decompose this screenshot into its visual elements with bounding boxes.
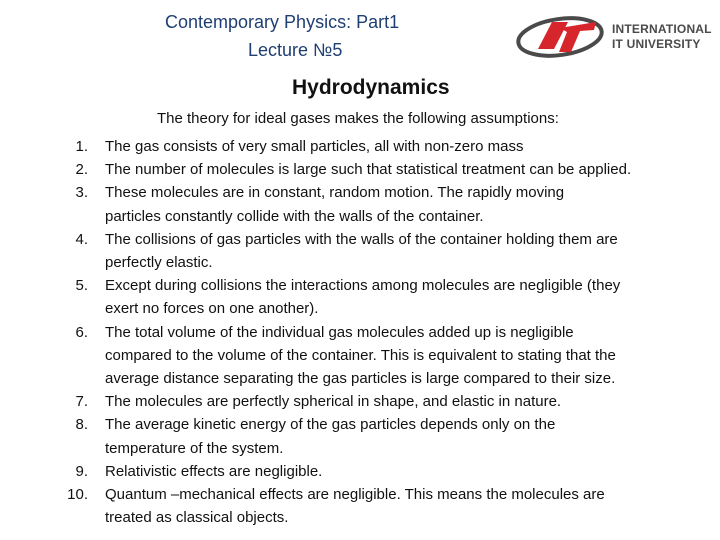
list-item	[0, 158, 720, 181]
intro-text: The theory for ideal gases makes the following assumptions:	[157, 110, 559, 127]
header-lecture-number: Lecture №5	[248, 40, 343, 60]
item-text: The total volume of the individual gas molecules added up is negligible compared to the volume of the container. This is equivalent to stating that the average distance separating the gas particles is large compared to their size.	[105, 323, 616, 388]
item-number: 9.	[75, 462, 88, 480]
item-text: The collisions of gas particles with the walls of the container holding them are perfectly elastic.	[105, 230, 618, 272]
list-item	[0, 483, 720, 529]
slide-title: Hydrodynamics	[292, 76, 450, 99]
header-course-title: Contemporary Physics: Part1	[165, 12, 400, 32]
logo-text-line1: INTERNATIONAL	[612, 22, 712, 36]
item-number: 5.	[75, 277, 88, 295]
list-item	[0, 460, 720, 483]
item-text: Relativistic effects are negligible.	[105, 462, 323, 480]
item-number: 2.	[75, 161, 88, 179]
item-number: 8.	[75, 416, 88, 434]
item-text: The molecules are perfectly spherical in shape, and elastic in nature.	[105, 393, 562, 411]
item-number: 4.	[75, 230, 88, 248]
logo-text-line2: IT UNIVERSITY	[612, 37, 701, 51]
list-item	[0, 181, 720, 227]
item-number: 1.	[75, 138, 88, 155]
list-item	[0, 390, 720, 413]
item-text: The average kinetic energy of the gas particles depends only on the temperature of the system.	[105, 416, 556, 457]
item-number: 10.	[67, 486, 88, 504]
item-text: Except during collisions the interactions among molecules are negligible (they exert no forces on one another).	[105, 277, 621, 318]
item-number: 7.	[75, 393, 88, 411]
list-item	[0, 321, 720, 391]
list-item	[0, 413, 720, 459]
assumptions-list	[0, 135, 720, 529]
item-text: Quantum –mechanical effects are negligible. This means the molecules are treated as classical objects.	[105, 486, 605, 527]
list-item	[0, 228, 720, 274]
item-text: These molecules are in constant, random motion. The rapidly moving particles constantly collide with the walls of the container.	[105, 184, 565, 225]
item-number: 3.	[75, 184, 88, 202]
item-text: The gas consists of very small particles, all with non-zero mass	[105, 138, 524, 155]
list-item	[0, 135, 720, 158]
item-number: 6.	[75, 323, 88, 341]
item-text: The number of molecules is large such that statistical treatment can be applied.	[105, 161, 632, 179]
list-item	[0, 274, 720, 320]
